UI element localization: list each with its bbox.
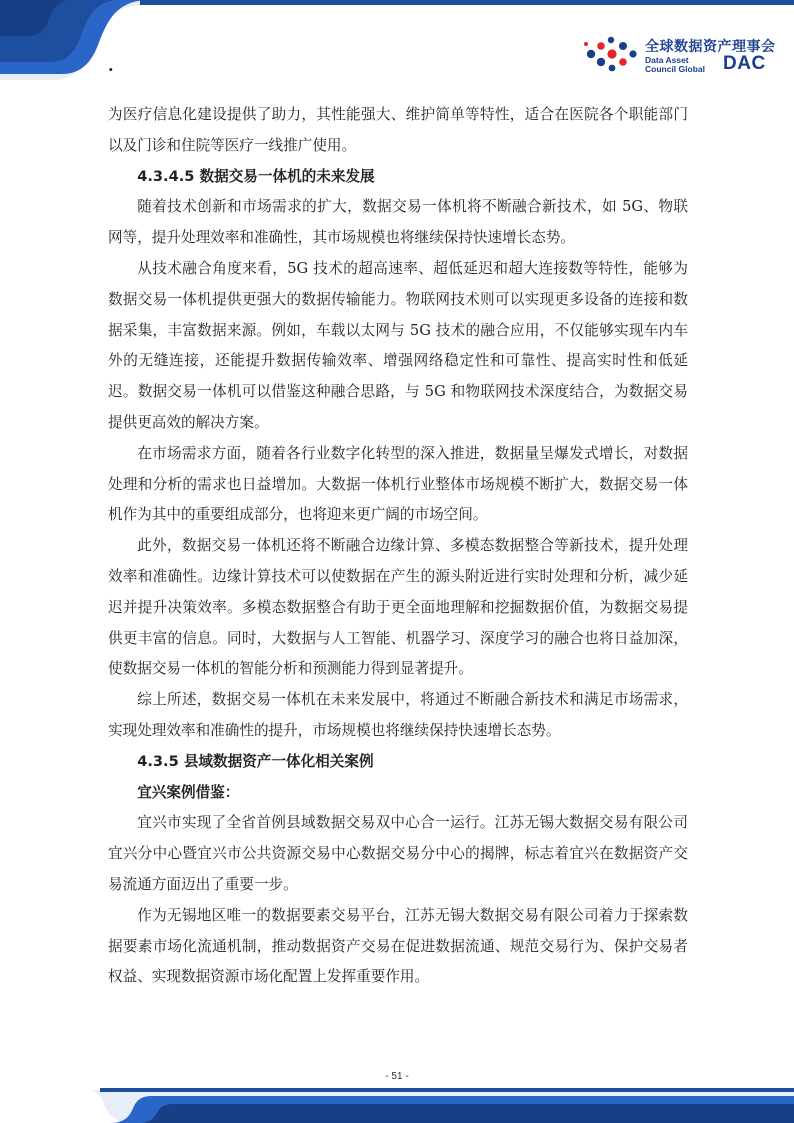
logo-name-en-line1: Data Asset: [645, 55, 689, 65]
molecule-logo-icon: [583, 34, 643, 76]
paragraph: 在市场需求方面，随着各行业数字化转型的深入推进，数据量呈爆发式增长，对数据处理和分析的需求也日益增加。大数据一体机行业整体市场规模不断扩大，数据交易一体机作为其中的重要组成部分，也将迎来更广阔的市场空间。: [108, 444, 688, 524]
paragraph: 为医疗信息化建设提供了助力，其性能强大、维护简单等特性，适合在医院各个职能部门以及门诊和住院等医疗一线推广使用。: [108, 106, 688, 154]
paragraph: 作为无锡地区唯一的数据要素交易平台，江苏无锡大数据交易有限公司着力于探索数据要素市场化流通机制，推动数据资产交易在促进数据流通、规范交易行为、保护交易者权益、实现数据资源市场化配置上发挥重要作用。: [108, 906, 688, 986]
subsection-heading: 宜兴案例借鉴：: [137, 783, 240, 801]
section-heading: 4.3.5 县域数据资产一体化相关案例: [137, 752, 374, 770]
page-number: - 51 -: [385, 1071, 409, 1082]
paragraph: 综上所述，数据交易一体机在未来发展中，将通过不断融合新技术和满足市场需求，实现处理效率和准确性的提升，市场规模也将继续保持快速增长态势。: [108, 691, 688, 739]
logo-abbr: DAC: [723, 53, 766, 74]
paragraph: 随着技术创新和市场需求的扩大，数据交易一体机将不断融合新技术，如 5G、物联网等，提升处理效率和准确性，其市场规模也将继续保持快速增长态势。: [108, 198, 688, 247]
footer-decoration: [0, 1078, 794, 1123]
paragraph: 宜兴市实现了全省首例县域数据交易双中心合一运行。江苏无锡大数据交易有限公司宜兴分中心暨宜兴市公共资源交易中心数据交易分中心的揭牌，标志着宜兴在数据资产交易流通方面迈出了重要一步。: [108, 814, 688, 893]
header-mark: .: [108, 56, 114, 75]
paragraph: 从技术融合角度来看，5G 技术的超高速率、超低延迟和超大连接数等特性，能够为数据交易一体机提供更强大的数据传输能力。物联网技术则可以实现更多设备的连接和数据采集，丰富数据来源。例如，车载以太网与 5G 技术的融合应用，不仅能够实现车内车外的无缝连接，还能提升数据传输效率、增强网络稳定性和可靠性、提高实时性和低延迟。数据交易一体机可以借鉴这种融合思路，与 5G 和物联网技术深度结合，为数据交易提供更高效的解决方案。: [108, 259, 688, 431]
section-heading: 4.3.4.5 数据交易一体机的未来发展: [137, 167, 375, 185]
logo-name-en-line2: Council Global: [645, 64, 705, 74]
document-body: [108, 100, 688, 993]
dac-logo: [583, 34, 783, 76]
paragraph: 此外，数据交易一体机还将不断融合边缘计算、多模态数据整合等新技术，提升处理效率和准确性。边缘计算技术可以使数据在产生的源头附近进行实时处理和分析，减少延迟并提升决策效率。多模态数据整合有助于更全面地理解和挖掘数据价值，为数据交易提供更丰富的信息。同时，大数据与人工智能、机器学习、深度学习的融合也将日益加深，使数据交易一体机的智能分析和预测能力得到显著提升。: [108, 537, 688, 678]
logo-name-cn: 全球数据资产理事会: [645, 39, 776, 55]
